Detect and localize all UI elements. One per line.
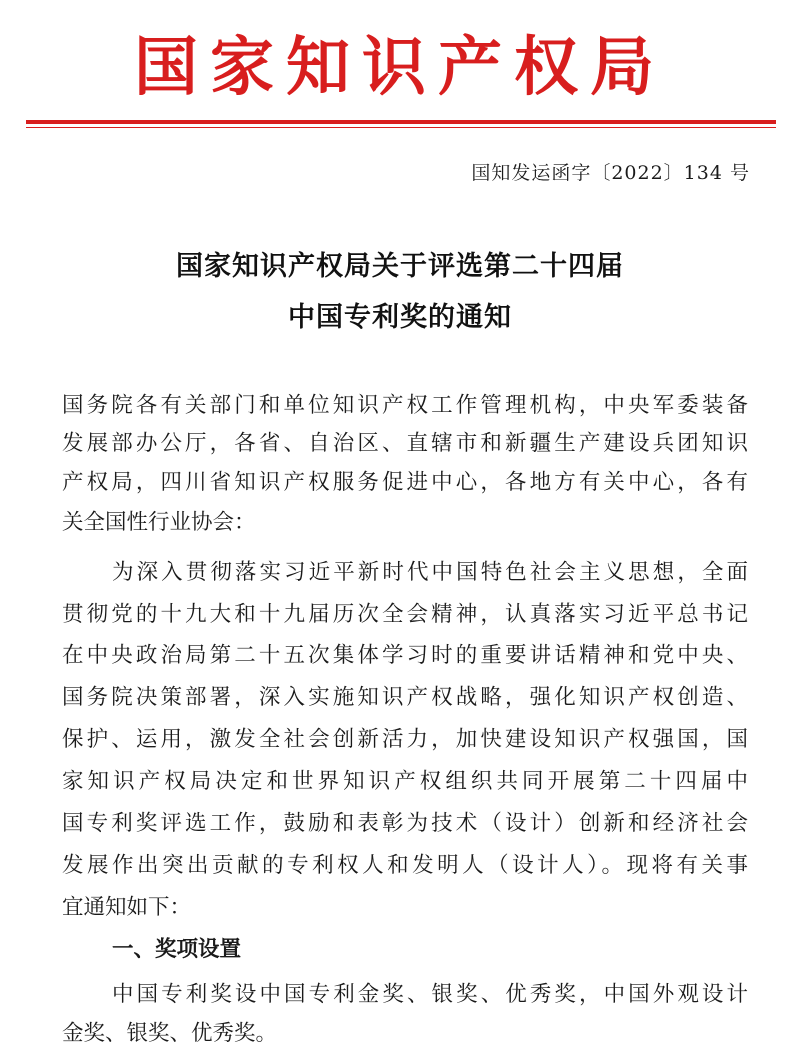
addressee-line: 关全国性行业协会：: [62, 510, 256, 535]
paragraph-line: 发展作出突出贡献的专利权人和发明人（设计人）。现将有关事: [62, 853, 748, 878]
addressee-line: 产权局，四川省知识产权服务促进中心，各地方有关中心，各有: [62, 470, 748, 495]
paragraph-line: 为深入贯彻落实习近平新时代中国特色社会主义思想，全面: [112, 560, 748, 585]
addressee-line: 发展部办公厅，各省、自治区、直辖市和新疆生产建设兵团知识: [62, 431, 748, 456]
paragraph-line: 中国专利奖设中国专利金奖、银奖、优秀奖，中国外观设计: [112, 982, 748, 1007]
document-title-line-2: 中国专利奖的通知: [288, 302, 512, 333]
paragraph-line: 宜通知如下：: [62, 895, 192, 920]
paragraph-line: 国专利奖评选工作，鼓励和表彰为技术（设计）创新和经济社会: [62, 811, 748, 836]
document-number: 国知发运函字〔2022〕134 号: [471, 162, 750, 184]
document-title-line-1: 国家知识产权局关于评选第二十四届: [176, 251, 624, 282]
paragraph-line: 家知识产权局决定和世界知识产权组织共同开展第二十四届中: [62, 769, 748, 794]
paragraph-line: 国务院决策部署，深入实施知识产权战略，强化知识产权创造、: [62, 685, 748, 710]
section-heading: 一、奖项设置: [112, 937, 242, 962]
paragraph-line: 保护、运用，激发全社会创新活力，加快建设知识产权强国，国: [62, 727, 748, 752]
addressee-line: 国务院各有关部门和单位知识产权工作管理机构，中央军委装备: [62, 393, 748, 418]
letterhead-red-rule: [26, 120, 776, 124]
paragraph-line: 金奖、银奖、优秀奖。: [62, 1021, 278, 1046]
letterhead-red-rule-thin: [26, 127, 776, 128]
paragraph-line: 在中央政治局第二十五次集体学习时的重要讲话精神和党中央、: [62, 643, 748, 668]
paragraph-line: 贯彻党的十九大和十九届历次全会精神，认真落实习近平总书记: [62, 602, 748, 627]
letterhead-org-name: 国家知识产权局: [134, 30, 666, 105]
